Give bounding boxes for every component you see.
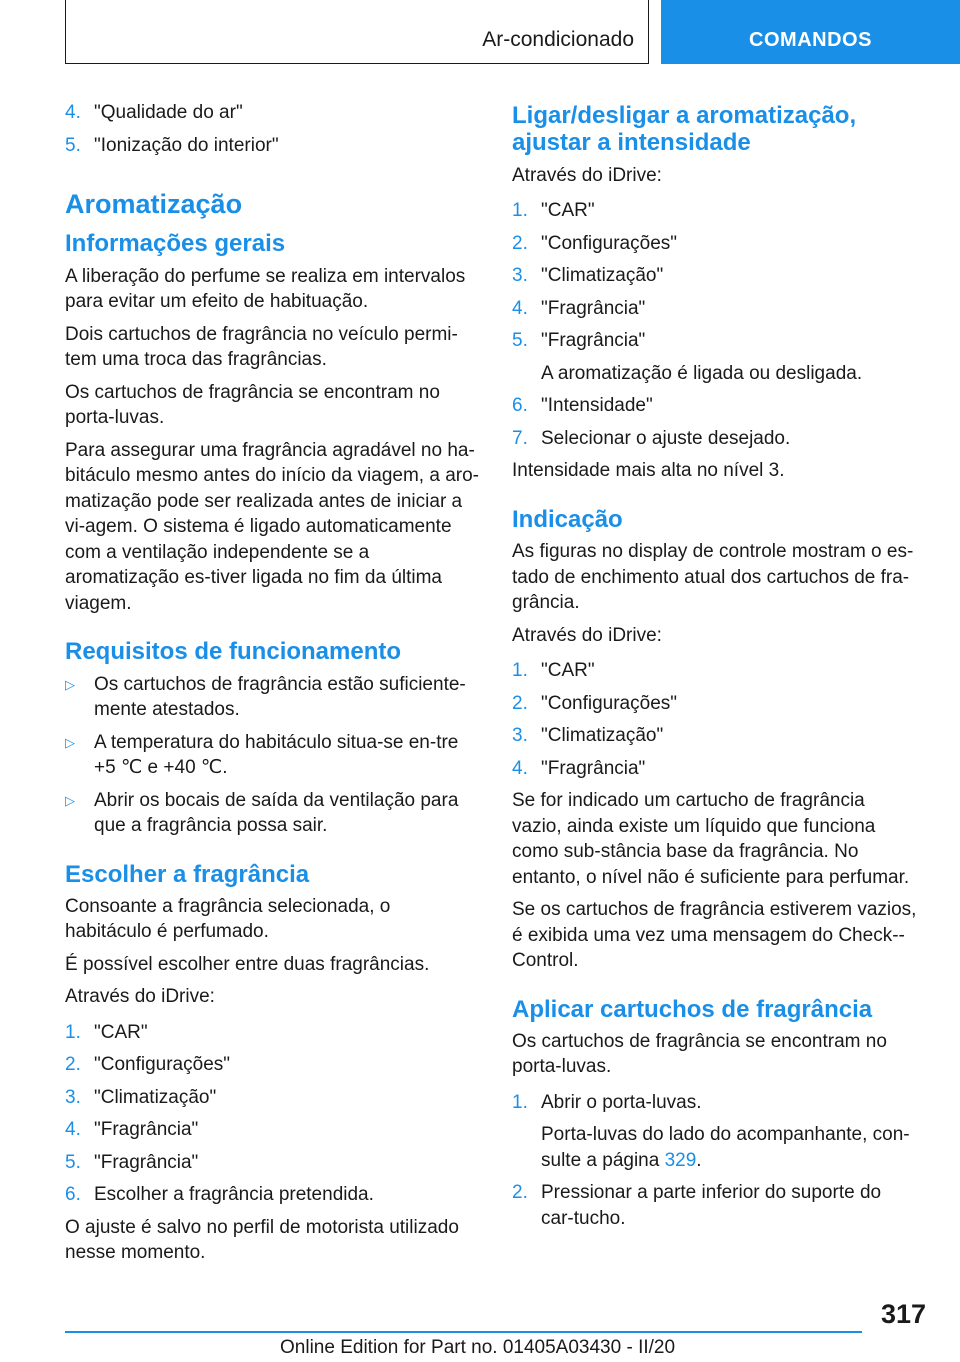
item-number: 4. — [65, 102, 81, 123]
item-text: "Configurações" — [541, 232, 678, 254]
paragraph: Os cartuchos de fragrância se encontram no porta-luvas. — [512, 1030, 887, 1078]
list-item — [65, 1020, 480, 1046]
header-chapter-title: COMANDOS — [749, 29, 872, 51]
item-number: 2. — [65, 1054, 81, 1076]
item-number: 3. — [512, 265, 528, 287]
triangle-bullet-icon: ▷ — [65, 676, 75, 692]
heading-ligar-desligar: Ligar/desligar a aromatização, ajustar a intensidade — [512, 102, 857, 157]
item-text: "CAR" — [541, 660, 595, 682]
item-number: 4. — [65, 1119, 81, 1141]
left-column — [65, 100, 480, 1273]
paragraph: Se for indicado um cartucho de fragrância vazio, ainda existe um líquido que funciona como sub-stância base da fragrância. No entanto, o nível não é suficiente para perfumar. — [512, 790, 910, 888]
list-item — [512, 1090, 917, 1174]
list-item — [512, 328, 917, 386]
item-text: "Intensidade" — [541, 395, 653, 417]
item-text: A temperatura do habitáculo situa-se en-tre +5 ℃ e +40 ℃. — [94, 731, 459, 779]
list-item — [512, 723, 917, 749]
item-text: "Climatização" — [541, 725, 664, 747]
item-text: "Fragrância" — [94, 1151, 199, 1173]
item-number: 7. — [512, 427, 528, 449]
heading-escolher: Escolher a fragrância — [65, 860, 310, 888]
heading-requisitos: Requisitos de funcionamento — [65, 638, 402, 666]
paragraph: Intensidade mais alta no nível 3. — [512, 460, 785, 482]
item-text: "Fragrância" — [541, 757, 646, 779]
header-section-box — [65, 0, 649, 64]
paragraph: Se os cartuchos de fragrância estiverem vazios, é exibida uma vez uma mensagem do Check--Control. — [512, 899, 917, 972]
page-number: 317 — [880, 1299, 926, 1329]
item-text: "Fragrância" — [541, 297, 646, 319]
paragraph: Dois cartuchos de fragrância no veículo permi-tem uma troca das fragrâncias. — [65, 323, 458, 371]
paragraph: Consoante a fragrância selecionada, o habitáculo é perfumado. — [65, 895, 391, 943]
paragraph: O ajuste é salvo no perfil de motorista utilizado nesse momento. — [65, 1216, 459, 1264]
list-item — [512, 296, 917, 322]
list-item — [65, 133, 480, 159]
item-number: 5. — [65, 134, 81, 156]
list-item — [512, 691, 917, 717]
item-number: 2. — [512, 1182, 528, 1204]
escolher-steps-list — [65, 1020, 480, 1208]
top-list — [65, 100, 480, 158]
item-number: 6. — [65, 1184, 81, 1206]
item-text: Escolher a fragrância pretendida. — [94, 1184, 374, 1206]
item-number: 6. — [512, 395, 528, 417]
list-item — [65, 672, 480, 723]
item-number: 1. — [512, 200, 528, 222]
paragraph: Através do iDrive: — [512, 624, 662, 646]
item-text: Pressionar a parte inferior do suporte do car-tucho. — [541, 1182, 882, 1229]
item-text — [541, 328, 917, 386]
item-text: "Qualidade do ar" — [94, 102, 243, 123]
paragraph: As figuras no display de controle mostram o es-tado de enchimento atual dos cartuchos de fra-grância. — [512, 541, 914, 614]
heading-informacoes-gerais: Informações gerais — [65, 230, 286, 258]
item-text: "Configurações" — [94, 1054, 231, 1076]
item-number: 2. — [512, 232, 528, 254]
triangle-bullet-icon: ▷ — [65, 792, 75, 808]
item-number: 2. — [512, 692, 528, 714]
item-subtext-pre: Porta-luvas do lado do acompanhante, con-sulte a página — [541, 1124, 910, 1171]
page-link-329[interactable]: 329 — [664, 1149, 697, 1171]
requirements-list — [65, 672, 480, 839]
paragraph: Para assegurar uma fragrância agradável no ha-bitáculo mesmo antes do início da viagem, a aro-matização pode ser realizada antes de iniciar a vi-agem. O sistema é ligado automaticamente com a ventilação independente se a aromatização es-tiver ligada no fim da última viagem. — [65, 439, 479, 614]
heading-indicacao: Indicação — [512, 505, 623, 533]
item-text: "CAR" — [94, 1021, 148, 1043]
paragraph: Através do iDrive: — [65, 986, 215, 1008]
heading-aplicar: Aplicar cartuchos de fragrância — [512, 995, 873, 1023]
footer-edition: Online Edition for Part no. 01405A03430 - II/20 — [280, 1337, 676, 1358]
list-item — [512, 263, 917, 289]
item-number: 3. — [65, 1086, 81, 1108]
indicacao-steps-list — [512, 658, 917, 781]
list-item — [512, 393, 917, 419]
list-item — [512, 198, 917, 224]
list-item — [65, 1117, 480, 1143]
header-chapter-tab[interactable] — [661, 0, 960, 64]
list-item — [512, 231, 917, 257]
item-number: 5. — [512, 330, 528, 352]
list-item — [512, 1180, 917, 1231]
item-number: 1. — [512, 660, 528, 682]
heading-aromatizacao: Aromatização — [65, 189, 243, 219]
paragraph: A liberação do perfume se realiza em intervalos para evitar um efeito de habituação. — [65, 265, 466, 313]
item-main-text: "Fragrância" — [541, 330, 646, 352]
item-subtext — [541, 1122, 917, 1173]
paragraph: Os cartuchos de fragrância se encontram no porta-luvas. — [65, 381, 440, 429]
item-subtext-post: . — [696, 1149, 702, 1171]
paragraph: Através do iDrive: — [512, 164, 662, 186]
item-number: 4. — [512, 297, 528, 319]
item-text: Selecionar o ajuste desejado. — [541, 427, 791, 449]
list-item — [512, 756, 917, 782]
item-number: 3. — [512, 725, 528, 747]
item-text: Os cartuchos de fragrância estão suficiente-mente atestados. — [94, 673, 466, 721]
paragraph: É possível escolher entre duas fragrâncias. — [65, 953, 430, 975]
item-subtext: A aromatização é ligada ou desligada. — [541, 362, 863, 384]
item-text: Abrir os bocais de saída da ventilação para que a fragrância possa sair. — [94, 789, 459, 837]
item-text: "Ionização do interior" — [94, 134, 279, 156]
aplicar-steps-list — [512, 1090, 917, 1232]
footer-divider — [65, 1331, 862, 1333]
item-text: "CAR" — [541, 200, 595, 222]
triangle-bullet-icon: ▷ — [65, 734, 75, 750]
item-number: 5. — [65, 1151, 81, 1173]
header-section-title: Ar-condicionado — [482, 28, 634, 51]
ligar-steps-list — [512, 198, 917, 451]
item-text — [541, 1090, 917, 1174]
item-text: "Climatização" — [94, 1086, 217, 1108]
list-item — [65, 1150, 480, 1176]
item-text: "Fragrância" — [94, 1119, 199, 1141]
item-text: "Climatização" — [541, 265, 664, 287]
list-item — [65, 1085, 480, 1111]
item-number: 1. — [65, 1021, 81, 1043]
item-number: 1. — [512, 1091, 528, 1113]
item-text: "Configurações" — [541, 692, 678, 714]
list-item — [65, 730, 480, 781]
list-item — [65, 1052, 480, 1078]
right-column — [512, 100, 917, 1238]
list-item — [65, 1182, 480, 1208]
list-item — [65, 100, 480, 126]
list-item — [65, 788, 480, 839]
item-number: 4. — [512, 757, 528, 779]
list-item — [512, 426, 917, 452]
item-main-text: Abrir o porta-luvas. — [541, 1091, 702, 1113]
list-item — [512, 658, 917, 684]
